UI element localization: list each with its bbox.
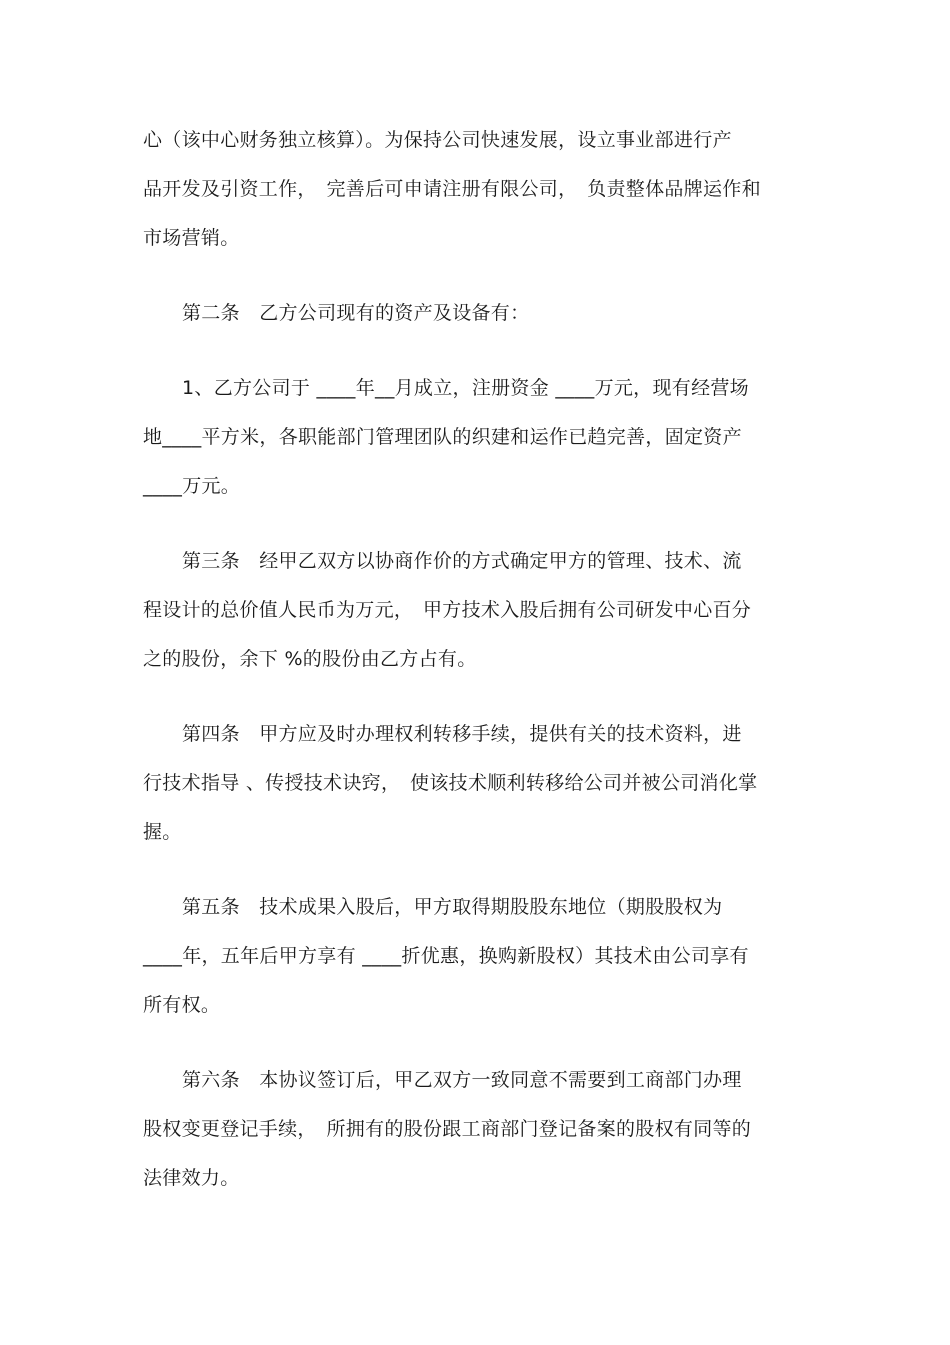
text-line: 第三条 经甲乙双方以协商作价的方式确定甲方的管理、技术、流 bbox=[182, 550, 742, 572]
paragraph-continuation bbox=[143, 116, 803, 263]
text-line: 第六条 本协议签订后，甲乙双方一致同意不需要到工商部门办理 bbox=[182, 1069, 742, 1091]
article-2 bbox=[143, 289, 803, 338]
text-line: 1、乙方公司于 ____年__月成立，注册资金 ____万元，现有经营场 bbox=[182, 377, 749, 399]
article-4 bbox=[143, 710, 803, 857]
text-line: 之的股份，余下 %的股份由乙方占有。 bbox=[143, 648, 477, 670]
text-line: 第五条 技术成果入股后，甲方取得期股股东地位（期股股权为 bbox=[182, 896, 723, 918]
document-body bbox=[143, 116, 803, 1203]
text-line: 心（该中心财务独立核算）。为保持公司快速发展，设立事业部进行产 bbox=[143, 129, 732, 151]
text-line: 市场营销。 bbox=[143, 227, 240, 249]
article-2-item-1 bbox=[143, 364, 803, 511]
text-line: 所有权。 bbox=[143, 994, 221, 1016]
text-line: ____年，五年后甲方享有 ____折优惠，换购新股权）其技术由公司享有 bbox=[143, 945, 749, 967]
text-line: 握。 bbox=[143, 821, 182, 843]
text-line: ____万元。 bbox=[143, 475, 241, 497]
article-6 bbox=[143, 1056, 803, 1203]
text-line: 第二条 乙方公司现有的资产及设备有： bbox=[182, 302, 530, 324]
text-line: 第四条 甲方应及时办理权利转移手续，提供有关的技术资料，进 bbox=[182, 723, 742, 745]
article-3 bbox=[143, 537, 803, 684]
text-line: 地____平方米，各职能部门管理团队的织建和运作已趋完善，固定资产 bbox=[143, 426, 742, 448]
text-line: 品开发及引资工作， 完善后可申请注册有限公司， 负责整体品牌运作和 bbox=[143, 178, 761, 200]
text-line: 行技术指导 、传授技术诀窍， 使该技术顺利转移给公司并被公司消化掌 bbox=[143, 772, 758, 794]
text-line: 股权变更登记手续， 所拥有的股份跟工商部门登记备案的股权有同等的 bbox=[143, 1118, 752, 1140]
text-line: 程设计的总价值人民币为万元， 甲方技术入股后拥有公司研发中心百分 bbox=[143, 599, 752, 621]
article-5 bbox=[143, 883, 803, 1030]
text-line: 法律效力。 bbox=[143, 1167, 240, 1189]
